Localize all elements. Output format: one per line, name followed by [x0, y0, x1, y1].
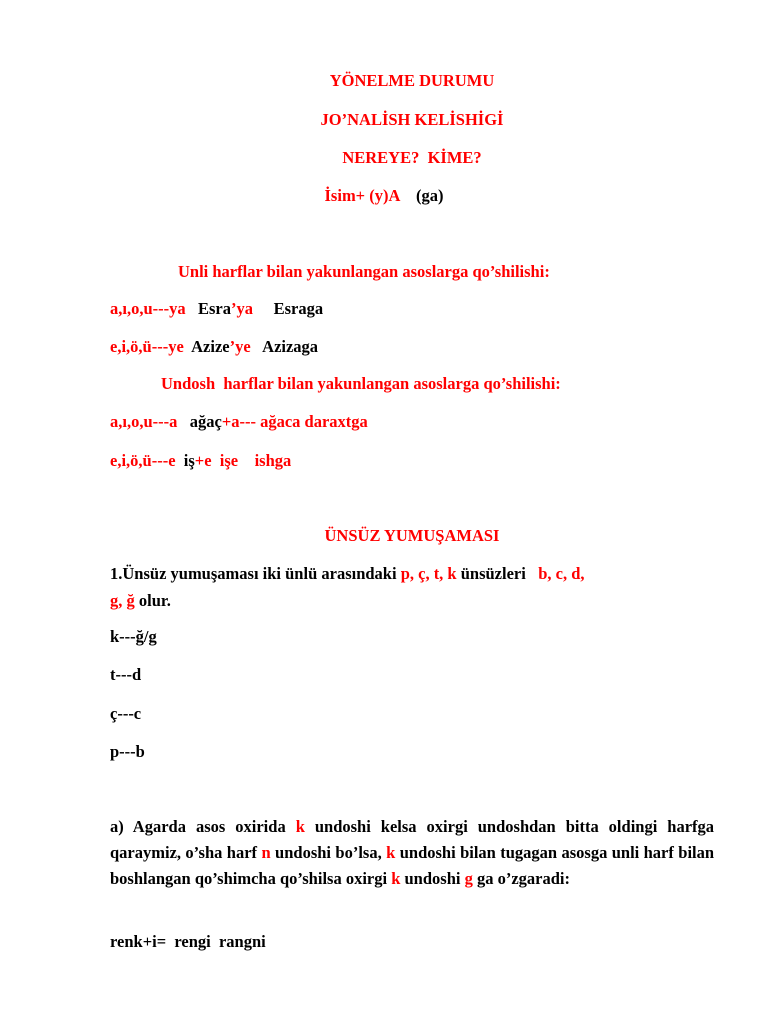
- rule: a,ı,o,u---ya: [110, 299, 186, 318]
- example-line: renk+i= rengi rangni: [110, 932, 266, 951]
- rule: e,i,ö,ü---ye: [110, 337, 184, 356]
- rule-results: b, c, d,: [538, 564, 585, 583]
- heading-line-3: NEREYE? KİME?: [342, 148, 482, 167]
- rule-results: g, ğ: [110, 591, 135, 610]
- softening-rule-line-1: [110, 564, 714, 584]
- highlight-n: n: [261, 843, 271, 862]
- highlight-k: k: [295, 817, 305, 836]
- translation: Azizaga: [262, 337, 319, 356]
- text: ga o’zgaradi:: [476, 869, 570, 888]
- pair-2: t---d: [110, 665, 142, 684]
- rest: +e işe ishga: [194, 451, 292, 470]
- pair-3: ç---c: [110, 704, 142, 723]
- text: undoshi: [404, 869, 461, 888]
- rest: +a--- ağaca daraxtga: [221, 412, 368, 431]
- highlight-k: k: [391, 869, 401, 888]
- word: Azize: [191, 337, 230, 356]
- highlight-k: k: [386, 843, 396, 862]
- consonant-row-2: [110, 451, 714, 471]
- word: iş: [183, 451, 195, 470]
- consonant-section-title: Undosh harflar bilan yakunlangan asoslarga qo’shilishi:: [161, 374, 561, 393]
- suffix-uzbek: (ga): [415, 186, 444, 205]
- translation: Esraga: [273, 299, 324, 318]
- pair-4: p---b: [110, 742, 145, 761]
- heading-line-2: JO’NALİSH KELİSHİGİ: [320, 110, 504, 129]
- softening-title: ÜNSÜZ YUMUŞAMASI: [324, 526, 500, 545]
- rule: e,i,ö,ü---e: [110, 451, 176, 470]
- text: a) Agarda asos oxirida: [110, 817, 286, 836]
- softening-rule-line-2: [110, 591, 714, 611]
- rule-prefix: 1.Ünsüz yumuşaması iki ünlü arasındaki: [110, 564, 397, 583]
- heading-line-1: YÖNELME DURUMU: [329, 71, 495, 90]
- rule-consonants: p, ç, t, k: [400, 564, 457, 583]
- vowel-row-1: [110, 299, 714, 319]
- rule: a,ı,o,u---a: [110, 412, 178, 431]
- text: undoshi kelsa oxirgi undoshdan bitta oldingi harfga qaraymiz, o’sha harf: [110, 817, 715, 862]
- consonant-row-1: [110, 412, 714, 432]
- word: ağaç: [189, 412, 222, 431]
- rule-mid: ünsüzleri: [460, 564, 526, 583]
- pair-1: k---ğ/g: [110, 627, 157, 646]
- word: Esra: [198, 299, 231, 318]
- text: undoshi bo’lsa,: [275, 843, 382, 862]
- rule-suffix: olur.: [138, 591, 171, 610]
- suffix: ’ye: [229, 337, 251, 356]
- heading-line-4: [0, 186, 768, 206]
- text: undoshi bilan tugagan asosga unli harf bilan boshlangan qo’shimcha qo’shilsa oxirgi: [110, 843, 715, 888]
- vowel-section-title: Unli harflar bilan yakunlangan asoslarga qo’shilishi:: [178, 262, 550, 281]
- paragraph-a: [110, 814, 714, 892]
- highlight-g: g: [464, 869, 473, 888]
- suffix-formula: İsim+ (y)A: [324, 186, 400, 205]
- vowel-row-2: [110, 337, 714, 357]
- suffix: ’ya: [231, 299, 253, 318]
